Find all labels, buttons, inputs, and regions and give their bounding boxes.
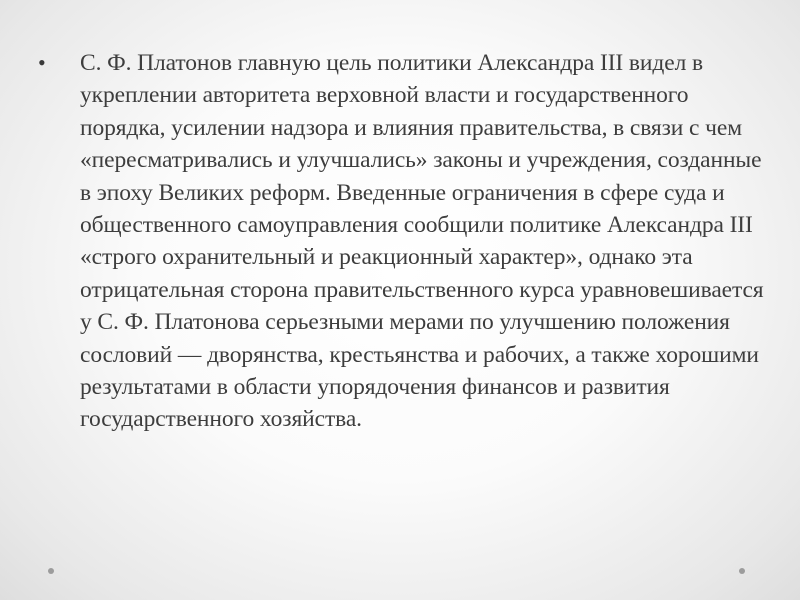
- bullet-paragraph: С. Ф. Платонов главную цель политики Александра III видел в укреплении авторитета верховной власти и государственного порядка, усилении надзора и влияния правительства, в связи с чем «пересматривались и улучшались» законы и учреждения, созданные в эпоху Великих реформ. Введенные ограничения в сфере суда и общественного самоуправления сообщили политике Александра III «строго охранительный и реакционный характер», однако эта отрицательная сторона правительственного курса уравновешивается у С. Ф. Платонова серьезными мерами по улучшению положения сословий — дворянства, крестьянства и рабочих, а также хорошими результатами в области упорядочения финансов и развития государственного хозяйства.: [80, 50, 764, 433]
- decorative-dot-left: [48, 568, 54, 574]
- bullet-marker: •: [38, 50, 46, 75]
- decorative-dot-right: [739, 568, 745, 574]
- bullet-item: [36, 47, 776, 436]
- slide-content: [36, 47, 776, 436]
